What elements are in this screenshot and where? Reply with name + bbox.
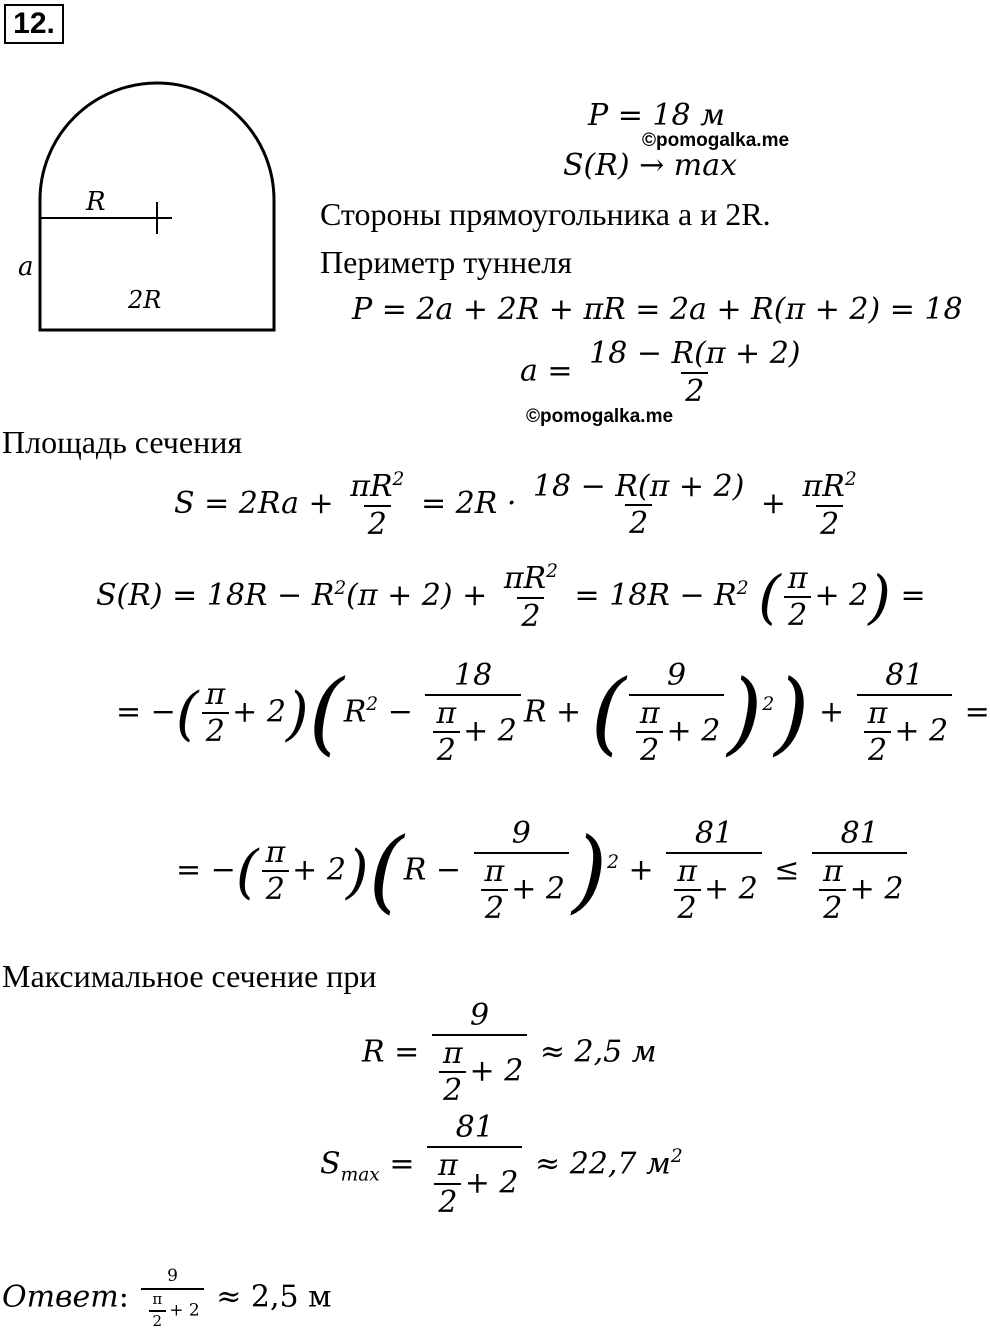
problem-number: 12. <box>4 4 64 44</box>
given-perimeter: P = 18 м <box>588 98 725 133</box>
answer-label: Ответ <box>2 1279 119 1315</box>
r-result: R = 9 $\frac{\pi}{2}$ + 2 ≈ 2,5 м <box>362 998 657 1108</box>
watermark-2: ©pomogalka.me <box>526 406 674 427</box>
answer-value: ≈ 2,5 м <box>216 1279 332 1315</box>
perimeter-equation: P = 2a + 2R + πR = 2a + R(π + 2) = 18 <box>352 292 963 327</box>
answer: Ответ: 9 $\frac{\pi}{2}$ + 2 ≈ 2,5 м <box>2 1266 332 1330</box>
complete-square-equation: = −( $\frac{\pi}{2}$ + $2)(R^2$ − 18 $\frac{\pi}{2}$ + 2 R + ( 9 $\frac{\pi}{2}$ + 2 )$^2$) + 81 $\frac{\pi}{2}$ + 2 = <box>116 658 990 768</box>
given-objective: S(R) → max <box>563 148 738 183</box>
tunnel-diagram <box>0 90 300 350</box>
label-a: a <box>18 252 34 282</box>
perimeter-label: Периметр туннеля <box>320 244 572 280</box>
smax-result: $S_{max}$ = 81 $\frac{\pi}{2}$ + 2 ≈ 22,7 $м^2$ <box>320 1110 683 1220</box>
area-label: Площадь сечения <box>2 424 243 460</box>
a-equation: a = $\frac{18 - R(\pi + 2)}{2}$ <box>520 336 801 409</box>
sides-text: Стороны прямоугольника a и 2R. <box>320 196 771 232</box>
inequality-equation: = −( $\frac{\pi}{2}$ + 2)(R − 9 $\frac{\pi}{2}$ + 2 )$^2$ + 81 $\frac{\pi}{2}$ + 2 ≤ 81 $\frac{\pi}{2}$ + 2 <box>176 818 910 925</box>
label-2r: 2R <box>128 286 162 314</box>
area-equation: S = 2Ra + $\frac{\pi R^2}{2}$ = 2R · $\frac{18 - R(\pi + 2)}{2}$ + $\frac{\pi R^2}{2}$ <box>174 468 857 542</box>
max-label: Максимальное сечение при <box>2 958 377 994</box>
label-r: R <box>86 187 106 217</box>
sr-equation: $S(R) = 18R - R^2(\pi + 2)$ + $\frac{\pi R^2}{2}$ = $18R - R^2$ ( $\frac{\pi}{2}$ + 2) = <box>96 560 926 634</box>
watermark-1: ©pomogalka.me <box>642 130 790 151</box>
